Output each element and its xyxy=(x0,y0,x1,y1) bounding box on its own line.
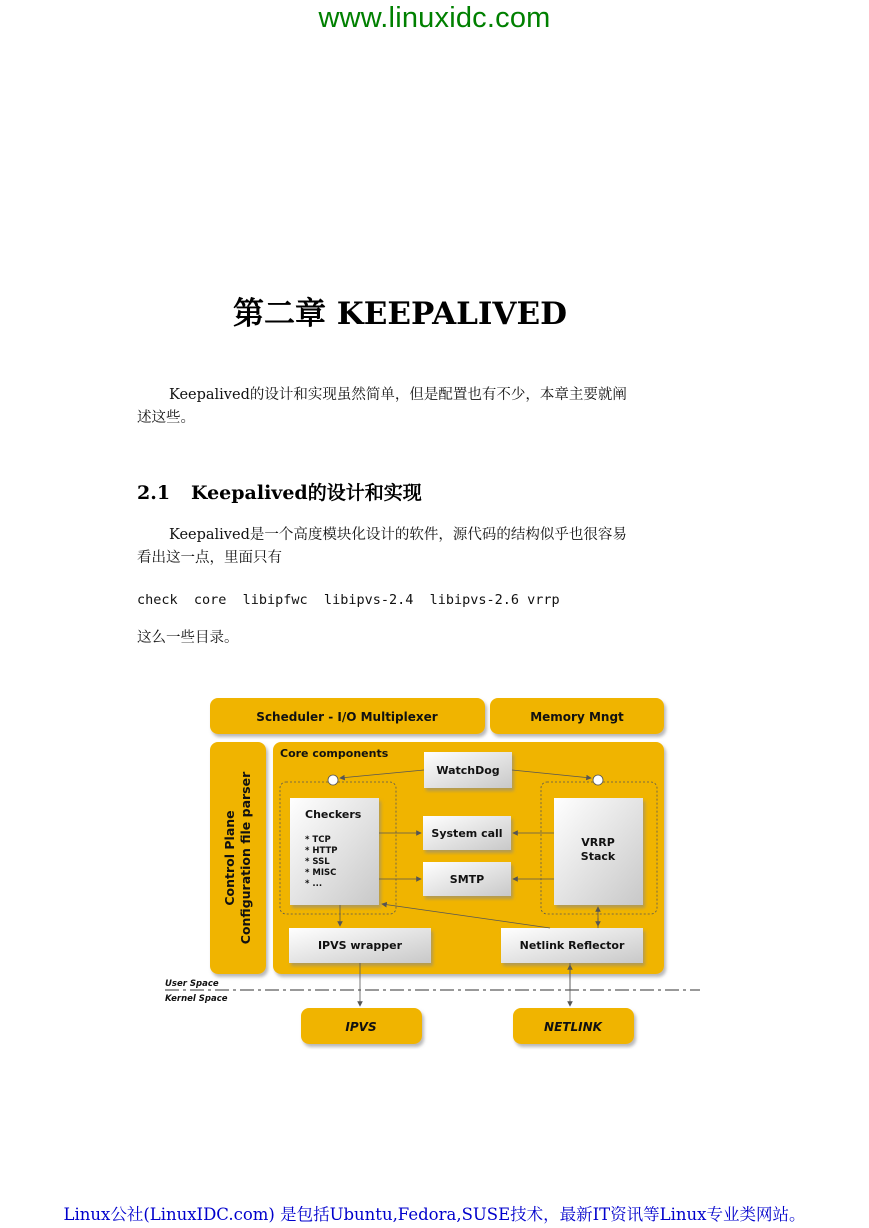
vrrp-label-2: Stack xyxy=(580,850,616,863)
smtp-label: SMTP xyxy=(449,873,485,886)
checkers-item-tcp: * TCP xyxy=(305,835,331,845)
body-paragraph xyxy=(137,524,667,570)
ipvs-label: IPVS xyxy=(345,1020,377,1034)
intro-line-2: 述这些。 xyxy=(137,410,195,426)
watchdog-left-dot xyxy=(328,775,338,785)
control-plane-label: Control Plane xyxy=(222,810,237,906)
netlink-reflector-label: Netlink Reflector xyxy=(519,939,625,952)
footer-site-description[interactable]: Linux公社(LinuxIDC.com) 是包括Ubuntu,Fedora,SUSE技术，最新IT资讯等Linux专业类网站。 xyxy=(63,1205,806,1224)
watchdog-right-dot xyxy=(593,775,603,785)
checkers-item-misc: * MISC xyxy=(305,868,337,878)
vrrp-label-1: VRRP xyxy=(581,836,615,849)
user-space-label: User Space xyxy=(165,979,219,989)
scheduler-label: Scheduler - I/O Multiplexer xyxy=(256,710,438,724)
checkers-item-more: * ... xyxy=(305,879,323,889)
memory-label: Memory Mngt xyxy=(530,710,624,724)
netlink-label: NETLINK xyxy=(544,1020,602,1034)
ipvs-wrapper-label: IPVS wrapper xyxy=(317,939,403,952)
watchdog-label: WatchDog xyxy=(436,764,500,777)
keepalived-architecture-diagram xyxy=(160,690,705,1055)
intro-line-1: Keepalived的设计和实现虽然简单，但是配置也有不少，本章主要就阐 xyxy=(169,387,627,403)
section-title-text: Keepalived的设计和实现 xyxy=(191,482,422,504)
section-number: 2.1 xyxy=(137,482,171,504)
directory-list-code: check core libipfwc libipvs-2.4 libipvs-2.6 vrrp xyxy=(137,592,560,608)
kernel-space-label: Kernel Space xyxy=(165,994,228,1004)
section-heading xyxy=(137,478,422,505)
intro-paragraph xyxy=(137,384,667,430)
body-line-1: Keepalived是一个高度模块化设计的软件，源代码的结构似乎也很容易 xyxy=(169,527,627,543)
core-components-label: Core components xyxy=(280,747,389,760)
chapter-title: 第二章 KEEPALIVED xyxy=(233,296,567,332)
config-parser-label: Configuration file parser xyxy=(238,771,253,945)
checkers-item-http: * HTTP xyxy=(305,846,338,856)
after-code-text: 这么一些目录。 xyxy=(137,630,239,646)
body-line-2: 看出这一点，里面只有 xyxy=(137,550,282,566)
checkers-item-ssl: * SSL xyxy=(305,857,330,867)
system-call-label: System call xyxy=(431,827,503,840)
site-url-header[interactable]: www.linuxidc.com xyxy=(318,2,551,34)
checkers-title: Checkers xyxy=(305,808,362,821)
